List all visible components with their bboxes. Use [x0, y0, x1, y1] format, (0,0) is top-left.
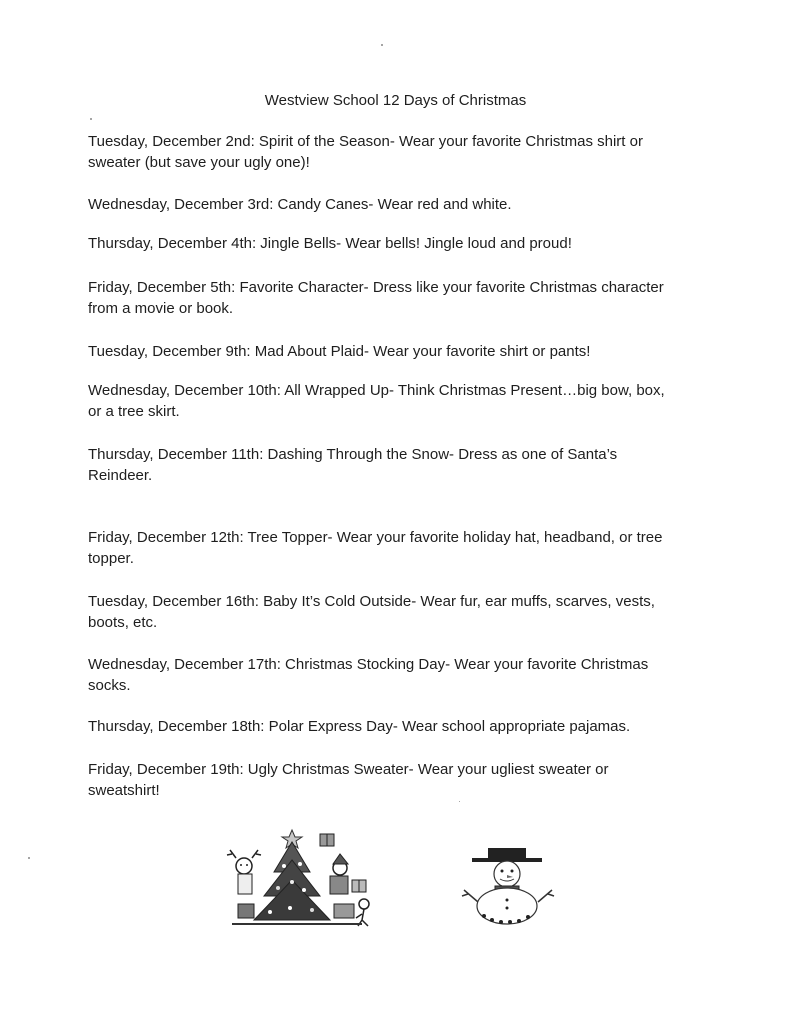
entry-line-2: sweatshirt!	[88, 782, 160, 799]
list-item	[88, 131, 708, 173]
entry-line-1: Wednesday, December 3rd: Candy Canes- Wear red and white.	[88, 196, 512, 213]
entry-line-1: Thursday, December 11th: Dashing Through the Snow- Dress as one of Santa’s	[88, 446, 618, 463]
list-item	[88, 233, 708, 254]
list-item	[88, 444, 708, 486]
page-title: Westview School 12 Days of Christmas	[264, 92, 527, 109]
entry-line-1: Friday, December 5th: Favorite Character- Dress like your favorite Christmas character	[88, 279, 664, 296]
list-item	[88, 194, 708, 215]
entry-line-2: Reindeer.	[88, 467, 153, 484]
entry-line-2: or a tree skirt.	[88, 403, 180, 420]
entry-line-1: Thursday, December 4th: Jingle Bells- Wear bells! Jingle loud and proud!	[88, 235, 572, 252]
entry-line-2: from a movie or book.	[88, 300, 234, 317]
entry-line-1: Friday, December 12th: Tree Topper- Wear your favorite holiday hat, headband, or tree	[88, 529, 663, 546]
entry-line-1: Thursday, December 18th: Polar Express Day- Wear school appropriate pajamas.	[88, 718, 631, 735]
entry-line-1: Wednesday, December 10th: All Wrapped Up- Think Christmas Present…big bow, box,	[88, 382, 665, 399]
entry-line-2: boots, etc.	[88, 614, 158, 631]
entry-line-2: topper.	[88, 550, 134, 567]
scan-speck	[459, 801, 460, 802]
entry-line-1: Tuesday, December 2nd: Spirit of the Season- Wear your favorite Christmas shirt or	[88, 133, 643, 150]
list-item	[88, 591, 708, 633]
list-item	[88, 527, 708, 569]
christmas-tree-icon	[212, 824, 380, 928]
entry-line-2: socks.	[88, 677, 131, 694]
list-item	[88, 716, 708, 737]
list-item	[88, 341, 708, 362]
entry-line-1: Tuesday, December 16th: Baby It’s Cold Outside- Wear fur, ear muffs, scarves, vests,	[88, 593, 655, 610]
scan-speck	[381, 44, 383, 46]
entry-line-2: sweater (but save your ugly one)!	[88, 154, 310, 171]
list-item	[88, 277, 708, 319]
entry-line-1: Friday, December 19th: Ugly Christmas Sweater- Wear your ugliest sweater or	[88, 761, 609, 778]
entry-line-1: Wednesday, December 17th: Christmas Stocking Day- Wear your favorite Christmas	[88, 656, 649, 673]
list-item	[88, 380, 708, 422]
scan-speck	[90, 118, 92, 120]
entry-line-1: Tuesday, December 9th: Mad About Plaid- Wear your favorite shirt or pants!	[88, 343, 591, 360]
list-item	[88, 654, 708, 696]
scan-speck	[28, 857, 30, 859]
snowman-icon	[458, 846, 558, 928]
list-item	[88, 759, 708, 801]
